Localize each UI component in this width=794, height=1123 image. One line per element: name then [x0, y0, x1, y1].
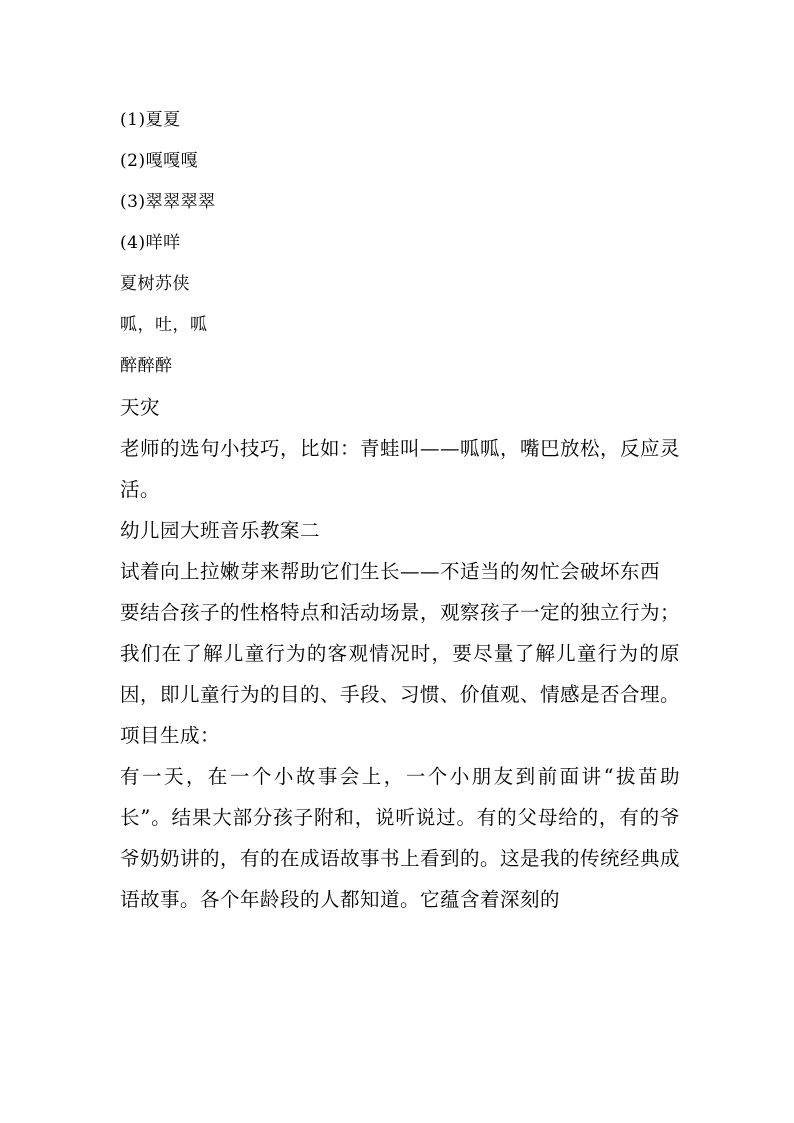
paragraph-observation: 要结合孩子的性格特点和活动场景，观察孩子一定的独立行为；我们在了解儿童行为的客观情况时，要尽量了解儿童行为的原因，即儿童行为的目的、手段、习惯、价值观、情感是否合理。 — [120, 601, 681, 706]
paragraph-idiom: 试着向上拉嫩芽来帮助它们生长——不适当的匆忙会破坏东西 — [120, 560, 661, 583]
text-line-names: 夏树苏侠 — [120, 274, 190, 294]
text-line-tianzai: 天灾 — [120, 396, 161, 419]
list-item-1: (1)夏夏 — [120, 110, 181, 130]
list-item-4: (4)咩咩 — [120, 233, 181, 253]
paragraph-story: 有一天，在一个小故事会上，一个小朋友到前面讲“拔苗助长”。结果大部分孩子附和，说听说过。有的父母给的，有的爷爷奶奶讲的，有的在成语故事书上看到的。这是我的传统经典成语故事。各个年龄段的人都知道。它蕴含着深刻的 — [120, 765, 681, 911]
section-heading: 幼儿园大班音乐教案二 — [120, 519, 321, 542]
list-item-2: (2)嘎嘎嘎 — [120, 151, 199, 171]
paragraph-teacher-tip: 老师的选句小技巧，比如：青蛙叫——呱呱，嘴巴放松，反应灵活。 — [120, 437, 681, 501]
text-line-zui: 醉醉醉 — [120, 356, 173, 376]
list-item-3: (3)翠翠翠翠 — [120, 192, 216, 212]
document-body — [120, 100, 680, 920]
text-line-frog-sounds: 呱，吐，呱 — [120, 315, 208, 335]
subheading-project: 项目生成： — [120, 724, 221, 747]
